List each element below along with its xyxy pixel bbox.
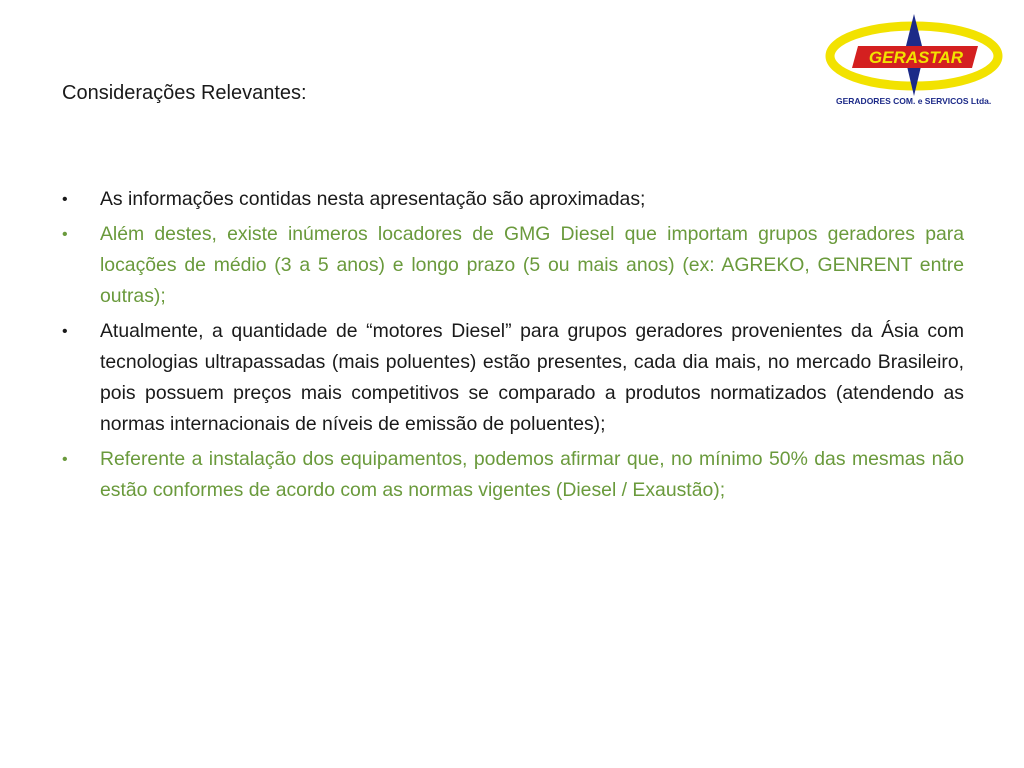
slide-title: Considerações Relevantes: <box>62 82 307 104</box>
bullet-text: Além destes, existe inúmeros locadores de GMG Diesel que importam grupos geradores para locações de médio (3 a 5 anos) e longo prazo (5 ou mais anos) (ex: AGREKO, GENRENT entre outras); <box>100 223 964 307</box>
bullet-text: Atualmente, a quantidade de “motores Diesel” para grupos geradores provenientes da Ásia com tecnologias ultrapassadas (mais poluentes) estão presentes, cada dia mais, no mercado Brasileiro, pois possuem preços mais competitivos se comparado a produtos normatizados (atendendo as normas internacionais de níveis de emissão de poluentes); <box>100 320 964 435</box>
bullet-dot: • <box>62 226 68 243</box>
gerastar-logo-mark <box>822 12 1014 98</box>
gerastar-logo <box>822 12 1014 112</box>
bullet-item <box>62 316 964 440</box>
bullet-dot: • <box>62 191 68 208</box>
bullet-item <box>62 444 964 506</box>
bullet-list <box>62 184 964 510</box>
bullet-text: As informações contidas nesta apresentação são aproximadas; <box>100 188 646 210</box>
logo-subtitle: GERADORES COM. e SERVICOS Ltda. <box>836 96 992 106</box>
bullet-dot: • <box>62 323 68 340</box>
bullet-text: Referente a instalação dos equipamentos, podemos afirmar que, no mínimo 50% das mesmas não estão conformes de acordo com as normas vigentes (Diesel / Exaustão); <box>100 448 964 501</box>
bullet-item <box>62 184 964 215</box>
bullet-item <box>62 219 964 312</box>
logo-brand-text: GERASTAR <box>868 48 964 67</box>
bullet-dot: • <box>62 451 68 468</box>
